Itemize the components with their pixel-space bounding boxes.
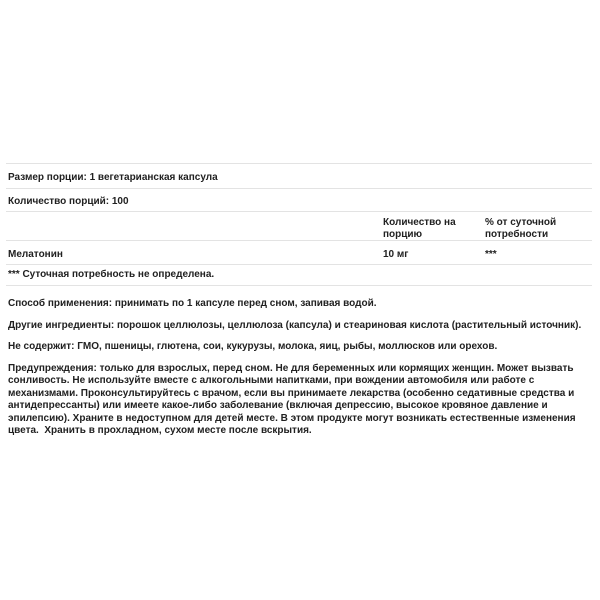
serving-size-row [6, 163, 592, 188]
daily-value-footnote-row [6, 264, 592, 281]
servings-per-container-row [6, 188, 592, 211]
serving-size-text: Размер порции: 1 вегетарианская капсула [8, 172, 218, 183]
servings-per-container-text: Количество порций: 100 [8, 196, 129, 207]
amount-per-serving-column-header: Количество на порцию [383, 217, 456, 240]
warnings-paragraph: Предупреждения: только для взрослых, перед сном. Не для беременных или кормящих женщин. Может вызвать сонливость. Не используйте вместе с алкогольными напитками, при вождении автомобиля или работе с механизмами. Проконсультируйтесь с врачом, если вы принимаете лекарства (особенно седативные средства и антидепрессанты) или имеете какое-либо заболевание (включая депрессию, высокое кровяное давление и эпилепсию). Храните в недоступном для детей месте. В этом продукте могут возникать естественные изменения цвета. Хранить в прохладном, сухом месте после вскрытия. [8, 362, 579, 436]
daily-value-footnote-text: *** Суточная потребность не определена. [8, 269, 215, 280]
table-row-melatonin [6, 240, 592, 264]
free-of-paragraph: Не содержит: ГМО, пшеницы, глютена, сои, кукурузы, молока, яиц, рыбы, моллюсков или орехов. [8, 341, 498, 352]
ingredient-amount: 10 мг [383, 249, 409, 260]
info-paragraphs [6, 285, 592, 438]
daily-value-column-header: % от суточной потребности [485, 217, 557, 240]
facts-table-header-row [6, 211, 592, 240]
other-ingredients-paragraph: Другие ингредиенты: порошок целлюлозы, целлюлоза (капсула) и стеариновая кислота (растительный источник). [8, 319, 582, 331]
directions-paragraph: Способ применения: принимать по 1 капсуле перед сном, запивая водой. [8, 298, 377, 309]
ingredient-name: Мелатонин [8, 249, 63, 260]
ingredient-daily-value: *** [485, 249, 497, 260]
supplement-facts-panel [6, 163, 592, 447]
